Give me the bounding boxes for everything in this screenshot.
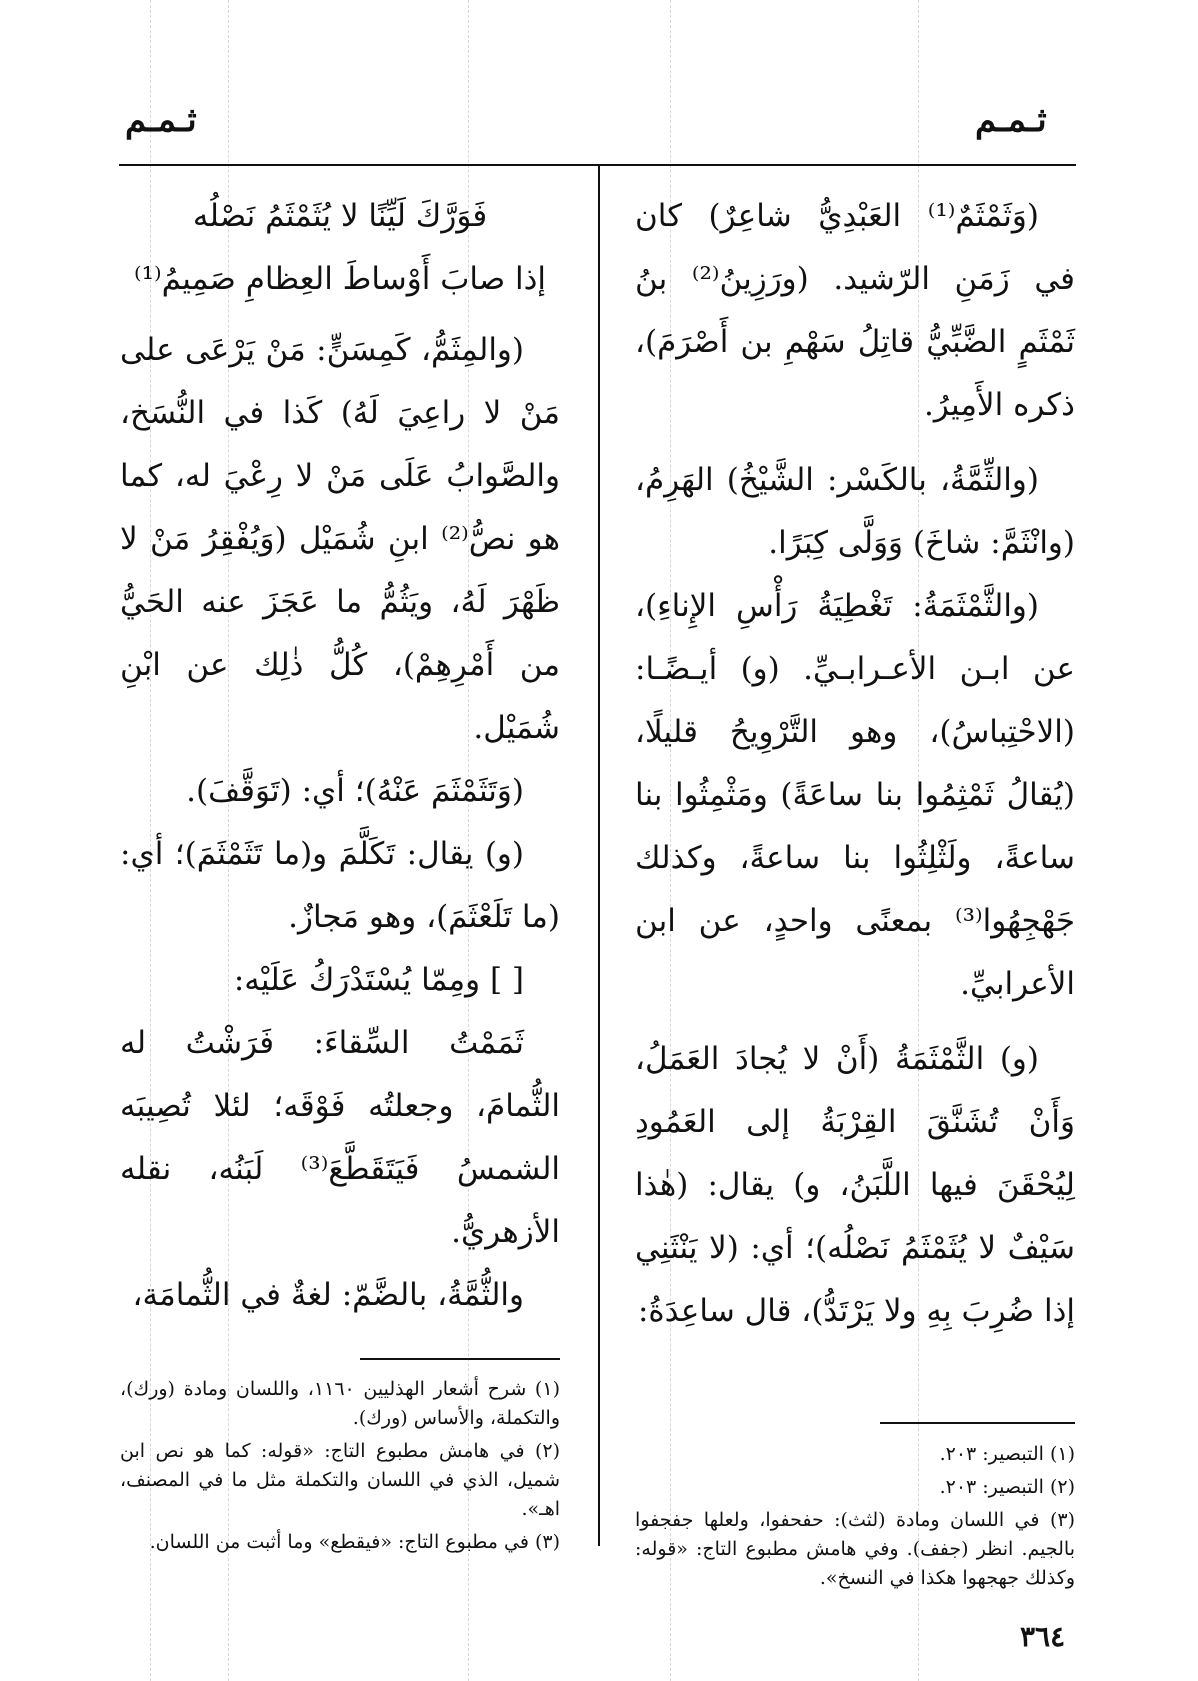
supplement-heading: [ ] ومِمّا يُسْتَدْرَكُ عَلَيْه:: [233, 962, 524, 998]
entry-paragraph: (والمِثَمُّ، كَمِسَنٍّ: مَنْ يَرْعَى على مَنْ لا راعِيَ لَهُ) كَذا في النُّسَخ، والصَّوابُ عَلَى مَنْ لا رِعْيَ له، كما هو نصُّ⁽²⁾ ابنِ شُمَيْل (وَيُفْقِرُ مَنْ لا ظَهْرَ لَهُ، ويَثُمُّ ما عَجَزَ عنه الحَيُّ من أَمْرِهِمْ)، كُلُّ ذٰلِك عن ابْنِ شُمَيْل.: [120, 332, 560, 746]
column-divider: [598, 166, 600, 1546]
entry-paragraph: والثُّمَّةُ، بالضَّمّ: لغةٌ في الثُّمامَة،: [132, 1277, 524, 1313]
footnote-rule-right: [880, 1422, 1075, 1424]
footnote: (٢) في هامش مطبوع التاج: «قوله: كما هو نص ابن شميل، الذي في اللسان والتكملة مثل ما في المصنف، اهـ».: [120, 1440, 560, 1520]
running-header-right: ثـمـم: [975, 100, 1047, 140]
verse-line: إذا صابَ أَوْساطَ العِظامِ صَمِيمُ⁽¹⁾: [133, 261, 547, 297]
left-column: [120, 185, 560, 1327]
right-column: [635, 185, 1075, 1343]
left-footnotes: [120, 1375, 560, 1561]
entry-paragraph: (و) يقال: تَكَلَّمَ و(ما تَثَمْثَمَ)؛ أي: (ما تَلَعْثَمَ)، وهو مَجازٌ.: [120, 836, 560, 935]
running-header-left: ثـمـم: [125, 100, 197, 140]
entry-paragraph: (وَثَمْثَمٌ⁽¹⁾ العَبْدِيُّ شاعِرٌ) كان في زَمَنِ الرّشيد. (ورَزِينُ⁽²⁾ بنُ ثَمْثَمٍ الضَّبِّيُّ قاتِلُ سَهْمِ بن أَصْرَمَ)، ذكره الأَمِيرُ.: [635, 198, 1075, 423]
footnote: (١) شرح أشعار الهذليين ١١٦٠، واللسان ومادة (ورك)، والتكملة، والأساس (ورك).: [120, 1378, 560, 1429]
entry-paragraph: (والثَّمْثَمَةُ: تَغْطِيَةُ رَأْسِ الإِناءِ)، عن ابـن الأعـرابـيِّ. (و) أيـضًـا: (الاحْتِباسُ)، وهو التَّرْوِيحُ قليلًا، (يُقالُ ثَمْثِمُوا بنا ساعَةً) ومَثْمِثُوا بنا ساعةً، ولَثْلِثُوا بنا ساعةً، وكذلك جَهْجِهُوا⁽³⁾ بمعنًى واحدٍ، عن ابن الأعرابيِّ.: [635, 588, 1075, 1002]
right-footnotes: [635, 1440, 1075, 1597]
entry-paragraph: ثَمَمْتُ السِّقاءَ: فَرَشْتُ له الثُّمامَ، وجعلتُه فَوْقَه؛ لئلا تُصِيبَه الشمسُ فَيَتَقَطَّعَ⁽³⁾ لَبَنُه، نقله الأزهريُّ.: [120, 1025, 560, 1250]
footnote: (٣) في مطبوع التاج: «فيقطع» وما أثبت من اللسان.: [149, 1531, 560, 1553]
entry-paragraph: (و) الثَّمْثَمَةُ (أَنْ لا يُجادَ العَمَلُ، وَأَنْ تُشَنَّقَ القِرْبَةُ إلى العَمُودِ لِيُحْقَنَ فيها اللَّبَنُ، و) يقال: (هٰذا سَيْفٌ لا يُثَمْثَمُ نَصْلُه)؛ أي: (لا يَنْثَنِي إذا ضُرِبَ بِهِ ولا يَرْتَدُّ)، قال ساعِدَةُ:: [635, 1041, 1075, 1329]
footnote: (١) التبصير: ٢٠٣.: [939, 1443, 1075, 1465]
page-number: ٣٦٤: [1020, 1620, 1066, 1653]
footnote-rule-left: [360, 1358, 560, 1360]
footnote: (٢) التبصير: ٢٠٣.: [939, 1476, 1075, 1498]
entry-paragraph: (وَتَثَمْثَمَ عَنْهُ)؛ أي: (تَوَقَّفَ).: [186, 773, 524, 809]
entry-paragraph: (والثِّمَّةُ، بالكَسْر: الشَّيْخُ) الهَرِمُ، (وانْثَمَّ: شاخَ) وَوَلَّى كِبَرًا.: [635, 462, 1075, 561]
verse-line: فَوَرَّكَ لَيِّنًا لا يُثَمْثَمُ نَصْلُه: [192, 198, 488, 234]
footnote: (٣) في اللسان ومادة (لثث): حفحفوا، ولعلها جفجفوا بالجيم. انظر (جفف). وفي هامش مطبوع التاج: «قوله: وكذلك جهجهوا هكذا في النسخ».: [635, 1509, 1075, 1589]
